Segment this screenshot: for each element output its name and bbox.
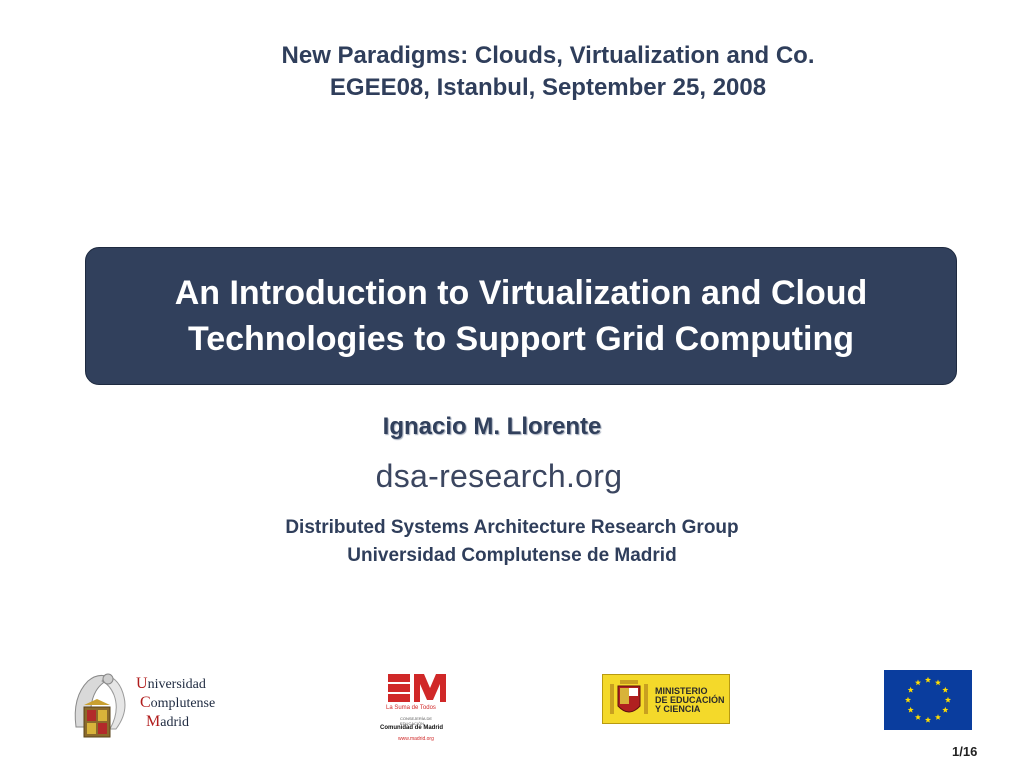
conference-header xyxy=(0,40,1024,104)
university-name: Universidad Complutense de Madrid xyxy=(347,545,677,566)
eu-star-icon xyxy=(925,677,931,683)
eu-stars-icon xyxy=(884,670,972,730)
ministerio-line-2: DE EDUCACIÓN xyxy=(655,695,725,705)
website-text: dsa-research.org xyxy=(375,458,623,494)
cm-department: CONSEJERÍA DE EDUCACIÓN xyxy=(400,716,433,726)
eu-star-icon xyxy=(915,714,921,720)
eu-star-icon xyxy=(915,679,921,685)
eu-star-icon xyxy=(935,714,941,720)
conference-line-1: New Paradigms: Clouds, Virtualization and Co. xyxy=(281,42,815,69)
title-line-2: Technologies to Support Grid Computing xyxy=(187,320,855,358)
page-number: 1/16 xyxy=(952,744,978,759)
ministerio-logo xyxy=(602,674,730,724)
comunidad-madrid-mark-icon xyxy=(378,672,454,704)
ucm-cap-u: U xyxy=(136,675,148,692)
ucm-cap-m: M xyxy=(146,713,161,730)
spain-coat-of-arms-icon xyxy=(606,676,652,722)
eu-star-icon xyxy=(945,697,951,703)
eu-star-icon xyxy=(925,717,931,723)
comunidad-madrid-logo xyxy=(378,672,454,744)
ucm-wordmark xyxy=(136,675,215,732)
cm-name: Comunidad de Madrid xyxy=(380,725,443,731)
eu-star-icon xyxy=(905,697,911,703)
ucm-rest-3: adrid xyxy=(160,715,189,730)
eu-flag xyxy=(884,670,972,730)
research-group: Distributed Systems Architecture Research Group xyxy=(285,517,739,538)
eu-star-icon xyxy=(942,707,948,713)
ucm-rest-2: omplutense xyxy=(150,696,216,711)
eu-star-icon xyxy=(942,687,948,693)
ministerio-line-1: MINISTERIO xyxy=(655,686,708,696)
author-name: Ignacio M. Llorente xyxy=(382,413,602,440)
title-line-1: An Introduction to Virtualization and Cloud xyxy=(174,274,868,312)
eu-star-icon xyxy=(908,707,914,713)
eu-star-icon xyxy=(935,679,941,685)
ucm-rest-1: niversidad xyxy=(147,677,206,692)
ucm-cap-c: C xyxy=(140,694,151,711)
cm-tagline: La Suma de Todos xyxy=(386,705,436,711)
cm-url: www.madrid.org xyxy=(398,736,434,742)
eu-star-icon xyxy=(908,687,914,693)
ministerio-line-3: Y CIENCIA xyxy=(655,704,701,714)
ministerio-text xyxy=(655,687,725,714)
ucm-crest-icon xyxy=(66,667,132,739)
title-box xyxy=(85,247,957,385)
conference-line-2: EGEE08, Istanbul, September 25, 2008 xyxy=(329,74,767,101)
affiliation xyxy=(0,514,1024,570)
ucm-logo xyxy=(66,667,216,739)
